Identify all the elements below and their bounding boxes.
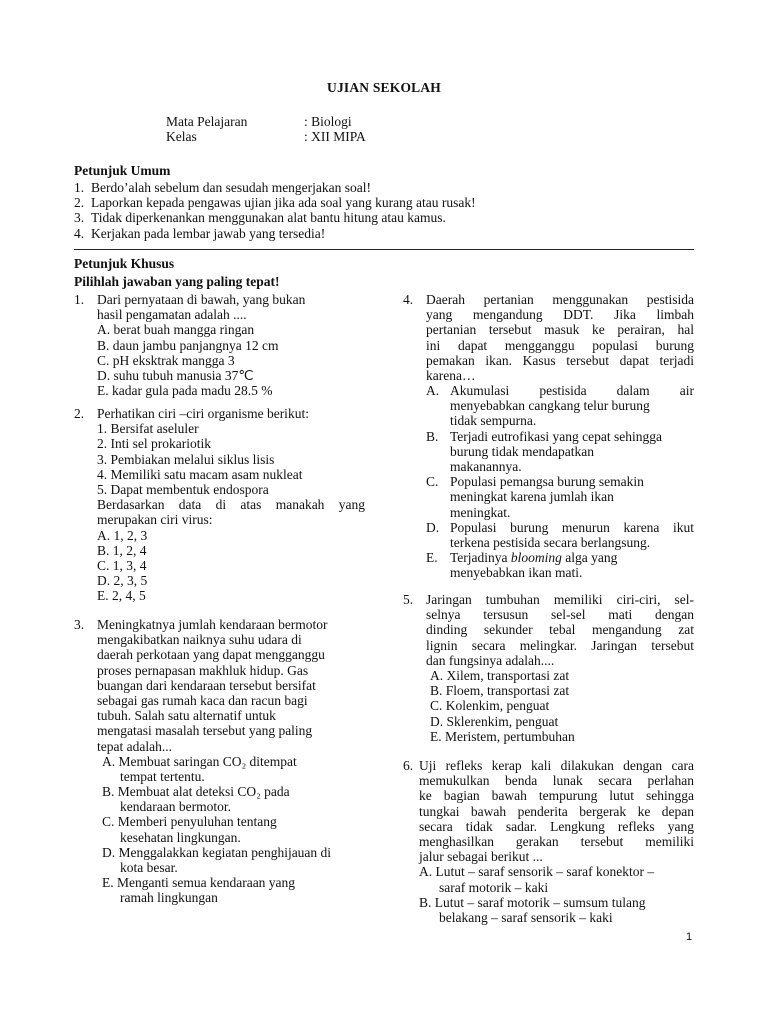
option-a: A. Membuat saringan CO₂ ditempat	[102, 753, 297, 769]
question-4-stem: pemakan ikan. Kasus tersebut dapat terjadi	[426, 352, 694, 368]
option-b: B. Membuat alat deteksi CO₂ pada	[102, 784, 290, 800]
option-a-cont: saraf motorik – kaki	[439, 879, 549, 895]
general-item: 4. Kerjakan pada lembar jawab yang tersedia!	[74, 225, 326, 241]
option-d: D. suhu tubuh manusia 37℃	[97, 367, 254, 383]
option-c-cont: kesehatan lingkungan.	[120, 829, 241, 845]
question-2-stem: Perhatikan ciri –ciri organisme berikut:	[97, 406, 309, 421]
question-5	[426, 592, 694, 744]
option-b-cont: belakang – saraf sensorik – kaki	[439, 909, 613, 925]
option-d-cont: terkena pestisida secara berlangsung.	[450, 534, 651, 550]
option-d: D. Menggalakkan kegiatan penghijauan di	[102, 844, 332, 860]
question-3-stem: mengatasi masalah tersebut yang paling	[97, 723, 313, 739]
question-4-stem: Daerah pertanian menggunakan pestisida	[426, 292, 694, 307]
option-a-cont: tidak sempurna.	[450, 413, 537, 429]
option-e-cont: menyebabkan ikan mati.	[450, 565, 583, 581]
question-1	[97, 292, 305, 398]
class-value: : XII MIPA	[304, 129, 366, 144]
question-3-stem: sebagai gas rumah kaca dan racun bagi	[97, 692, 308, 708]
option-a-cont: tempat tertentu.	[120, 768, 205, 784]
question-5-number: 5.	[403, 592, 414, 607]
question-6-stem: memukulkan benda lunak secara perlahan	[419, 773, 694, 789]
question-4-stem: karena…	[426, 367, 476, 383]
question-4-stem: ini dapat mengganggu populasi burung	[426, 337, 694, 353]
question-3-stem: buangan dari kendaraan tersebut bersifat	[97, 677, 316, 693]
question-2-number: 2.	[74, 406, 85, 421]
option-d-cont: kota besar.	[120, 860, 178, 875]
general-list	[74, 180, 476, 241]
question-2-prompt: Berdasarkan data di atas manakah yang	[97, 497, 365, 513]
question-3-stem: proses pernapasan makhluk hidup. Gas	[97, 662, 309, 678]
special-instruction: Pilihlah jawaban yang paling tepat!	[74, 274, 280, 289]
option-e-cont: ramah lingkungan	[120, 890, 218, 906]
subject-label: Mata Pelajaran	[166, 114, 248, 129]
question-5-stem: selnya tersusun sel-sel mati dengan	[426, 607, 694, 623]
question-6-stem: tungkai bawah penderita bergerak ke depan	[419, 803, 694, 819]
option-d: D. Populasi burung menurun karena ikut	[426, 519, 694, 535]
question-3-stem: tubuh. Salah satu alternatif untuk	[97, 708, 276, 724]
question-5-stem: dan fungsinya adalah....	[426, 652, 555, 668]
subject-value: : Biologi	[304, 114, 352, 129]
question-3-stem: mengakibatkan naiknya suhu udara di	[97, 632, 302, 648]
option-b-cont: burung tidak mendapatkan	[450, 443, 594, 459]
question-3-stem: Meningkatnya jumlah kendaraan bermotor	[97, 617, 328, 632]
general-item: 1. Berdo’alah sebelum dan sesudah mengerjakan soal!	[74, 180, 372, 195]
option-b: B. 1, 2, 4	[97, 542, 147, 558]
option-e: E. 2, 4, 5	[97, 588, 146, 604]
question-6-stem: jalur sebagai berikut ...	[419, 849, 543, 865]
option-e: E. Menganti semua kendaraan yang	[102, 875, 296, 891]
option-e: E. Meristem, pertumbuhan	[430, 728, 575, 744]
question-1-stem: hasil pengamatan adalah ....	[97, 307, 247, 323]
option-c: C. pH eksktrak mangga 3	[97, 352, 235, 368]
option-a-cont: menyebabkan cangkang telur burung	[450, 398, 650, 414]
question-3-stem: tepat adalah...	[97, 738, 172, 754]
exam-title: UJIAN SEKOLAH	[327, 80, 441, 95]
option-a: A. Akumulasi pestisida dalam air	[426, 383, 694, 398]
option-b: B. Floem, transportasi zat	[430, 683, 570, 699]
question-2	[97, 406, 365, 603]
trait-item: 1. Bersifat aseluler	[97, 421, 199, 437]
question-6-stem: ke bagian bawah tempurung lutut sehingga	[419, 788, 694, 804]
question-5-stem: lignin secara melingkar. Jaringan tersebut	[426, 637, 694, 653]
general-item: 2. Laporkan kepada pengawas ujian jika ada soal yang kurang atau rusak!	[74, 195, 476, 211]
question-3-stem: daerah perkotaan yang dapat mengganggu	[97, 647, 325, 663]
question-4-number: 4.	[403, 292, 414, 307]
question-4-stem: yang mengandung DDT. Jika limbah	[426, 307, 694, 323]
question-6-stem: secara tidak sadar. Lengkung refleks yang	[419, 818, 694, 834]
section-divider	[74, 249, 694, 250]
question-6-number: 6.	[403, 758, 414, 773]
question-6-stem: Uji refleks kerap kali dilakukan dengan cara	[419, 758, 694, 773]
option-d: D. Sklerenkim, penguat	[430, 713, 559, 729]
special-heading: Petunjuk Khusus	[74, 256, 175, 271]
trait-item: 4. Memiliki satu macam asam nukleat	[97, 466, 303, 482]
option-b-cont: makanannya.	[450, 458, 522, 474]
option-a: A. Lutut – saraf sensorik – saraf konektor –	[419, 864, 655, 880]
question-4-stem: pertanian tersebut masuk ke perairan, hal	[426, 322, 694, 338]
question-5-stem: Jaringan tumbuhan memiliki ciri-ciri, sel-	[426, 592, 694, 607]
question-4-options	[426, 383, 694, 580]
option-c: C. Populasi pemangsa burung semakin	[426, 474, 644, 490]
trait-item: 5. Dapat membentuk endospora	[97, 481, 269, 497]
option-e: E. kadar gula pada madu 28.5 %	[97, 383, 273, 399]
option-a: A. 1, 2, 3	[97, 527, 148, 543]
option-c: C. 1, 3, 4	[97, 557, 147, 573]
option-b: B. Lutut – saraf motorik – sumsum tulang	[419, 894, 646, 910]
option-c: C. Kolenkim, penguat	[430, 698, 550, 714]
question-5-stem: dinding sekunder tebal mengandung zat	[426, 622, 694, 638]
question-1-number: 1.	[74, 292, 85, 307]
question-6	[419, 758, 694, 925]
option-b-cont: kendaraan bermotor.	[120, 799, 231, 815]
question-3-number: 3.	[74, 617, 85, 632]
question-6-stem: menghasilkan gerakan tersebut memiliki	[419, 833, 694, 849]
subject-row	[166, 114, 352, 130]
question-1-stem: Dari pernyataan di bawah, yang bukan	[97, 292, 306, 307]
option-a: A. berat buah mangga ringan	[97, 322, 255, 338]
option-c-cont: meningkat.	[450, 504, 511, 520]
option-a: A. Xilem, transportasi zat	[430, 667, 570, 683]
option-b: B. Terjadi eutrofikasi yang cepat sehingga	[426, 428, 662, 444]
option-c: C. Memberi penyuluhan tentang	[102, 814, 277, 830]
page-number: 1	[686, 931, 693, 943]
option-e: E. Terjadinya blooming alga yang	[426, 550, 618, 566]
question-3	[97, 617, 331, 906]
general-item: 3. Tidak diperkenankan menggunakan alat bantu hitung atau kamus.	[74, 210, 446, 226]
class-label: Kelas	[166, 129, 197, 144]
general-heading: Petunjuk Umum	[74, 163, 171, 178]
trait-item: 3. Pembiakan melalui siklus lisis	[97, 451, 275, 467]
question-4	[426, 292, 694, 383]
question-2-prompt: merupakan ciri virus:	[97, 512, 213, 528]
class-row	[166, 129, 366, 145]
option-b: B. daun jambu panjangnya 12 cm	[97, 337, 279, 353]
option-c-cont: meningkat karena jumlah ikan	[450, 489, 614, 505]
trait-item: 2. Inti sel prokariotik	[97, 436, 211, 452]
option-d: D. 2, 3, 5	[97, 573, 148, 589]
